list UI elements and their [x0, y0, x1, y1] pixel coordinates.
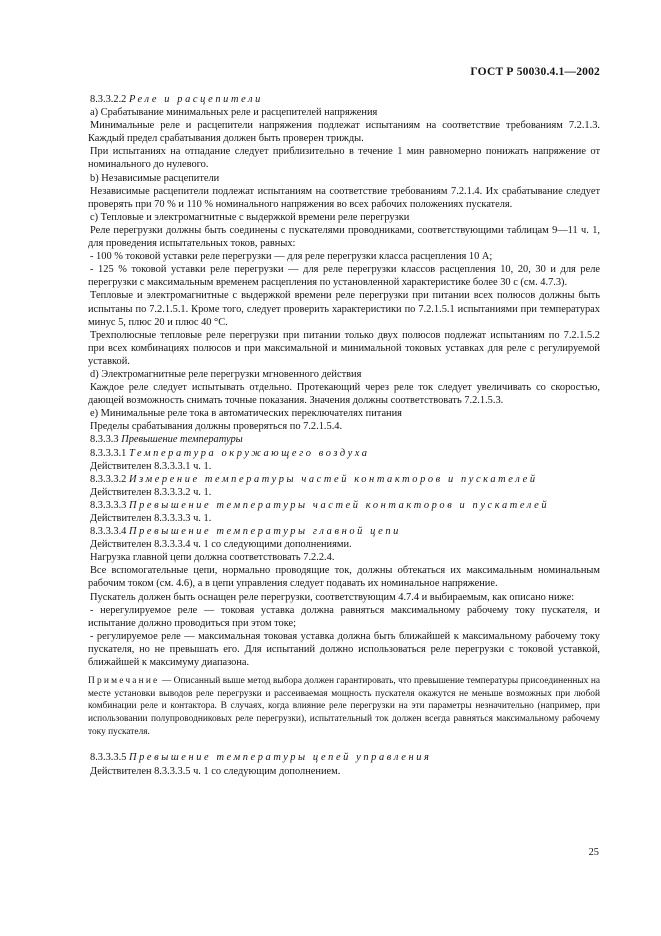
clause-heading-8-3-3-3-3	[88, 499, 600, 512]
non-adjustable-relay-item: - нерегулируемое реле — токовая уставка должна равняться максимальному рабочему току пускателя, и испытание должно проводиться при этом токе;	[88, 604, 600, 629]
clause-number: 8.3.3.3.4	[90, 526, 127, 538]
load-paragraph: Нагрузка главной цепи должна соответствовать 7.2.2.4.	[90, 552, 335, 564]
item-c-paragraph-3: Трехполюсные тепловые реле перегрузки при питании только двух полюсов подлежат испытаниям по 7.2.1.5.2 при всех комбинациях полюсов и при максимальной и минимальной токовых уставках для реле с регулируемой уставкой.	[88, 329, 600, 367]
clause-number: 8.3.3.3.3	[90, 499, 127, 511]
clause-heading-8-3-3-3-2	[88, 473, 600, 486]
note-text: — Описанный выше метод выбора должен гарантировать, что превышение температуры присоединенных на месте установки выводов реле перегрузки и рассеиваемая мощность пускателя окажутся не меньше возможных при любой комбинации реле и контактора. В случаях, когда влияние реле перегрузки на эти параметры незначительно (например, при использовании полупроводниковых реле перегрузки), испытательный ток должен всегда равняться максимальному рабочему току пускателя.	[88, 676, 600, 737]
clause-title: Измерение температуры частей контакторов и пускателей	[128, 473, 538, 485]
clause-heading-8-3-3-3-4	[88, 525, 600, 538]
document-code-header: ГОСТ Р 50030.4.1—2002	[470, 66, 600, 78]
clause-heading-8-3-3-3	[88, 433, 600, 446]
item-a-paragraph-1: Минимальные реле и расцепители напряжения подлежат испытаниям на соответствие требованиям 7.2.1.3. Каждый предел срабатывания должен быть проверен трижды.	[88, 120, 600, 145]
validity-statement: Действителен 8.3.3.3.4 ч. 1 со следующими дополнениями.	[90, 539, 352, 551]
item-a-paragraph-2: При испытаниях на отпадание следует приблизительно в течение 1 мин равномерно понижать напряжение от номинального до нулевого.	[88, 146, 600, 171]
page-number: 25	[588, 847, 599, 858]
clause-number: 8.3.3.3.5	[90, 752, 127, 764]
clause-heading-8-3-3-3-1	[88, 447, 600, 460]
item-c-paragraph-2: Тепловые и электромагнитные с выдержкой времени реле перегрузки при питании всех полюсов должны быть испытаны по 7.2.1.5.1. Кроме того, следует проверить характеристики по 7.2.1.5.1 испытаниями при температурах минус 5, плюс 20 и плюс 40 °C.	[88, 290, 600, 328]
item-d-title: d) Электромагнитные реле перегрузки мгновенного действия	[90, 368, 362, 380]
item-a-title: a) Срабатывание минимальных реле и расцепителей напряжения	[90, 107, 378, 119]
item-c-list-item-2: - 125 % токовой уставки реле перегрузки — для реле перегрузки классов расцепления 10, 20, 30 и для реле перегрузки с максимальным временем расцепления по установленной характеристике более 30 с (см. 4.7.3).	[88, 264, 600, 289]
item-c-list-item-1: - 100 % токовой уставки реле перегрузки — для реле перегрузки класса расцепления 10 А;	[90, 251, 493, 263]
item-b-title: b) Независимые расцепители	[90, 172, 220, 184]
clause-title: Температура окружающего воздуха	[128, 447, 370, 459]
note-label: Примечание	[88, 676, 160, 687]
clause-heading-8-3-3-3-5	[88, 751, 600, 764]
validity-statement: Действителен 8.3.3.3.1 ч. 1.	[90, 460, 212, 472]
clause-number: 8.3.3.2.2	[90, 94, 127, 105]
clause-title: Превышение температуры цепей управления	[128, 752, 432, 764]
clause-number: 8.3.3.3	[90, 434, 119, 446]
clause-number: 8.3.3.3.2	[90, 473, 127, 485]
page-body	[88, 93, 600, 778]
clause-title: Реле и расцепители	[128, 94, 263, 105]
clause-title: Превышение температуры главной цепи	[128, 526, 401, 538]
clause-heading-8-3-3-2-2	[88, 93, 600, 106]
clause-title: Превышение температуры частей контакторов и пускателей	[128, 499, 550, 511]
item-e-title: e) Минимальные реле тока в автоматических переключателях питания	[90, 408, 402, 420]
item-b-paragraph-1: Независимые расцепители подлежат испытаниям на соответствие требованиям 7.2.1.4. Их срабатывание следует проверять при 70 % и 110 % номинального напряжения во всех рабочих положениях пускателя.	[88, 185, 600, 210]
note-paragraph	[88, 675, 600, 738]
item-c-title: c) Тепловые и электромагнитные с выдержкой времени реле перегрузки	[90, 211, 410, 223]
clause-number: 8.3.3.3.1	[90, 447, 127, 459]
item-c-paragraph-1: Реле перегрузки должны быть соединены с пускателями проводниками, соответствующими таблицам 9—11 ч. 1, для проведения испытательных токов, равных:	[88, 224, 600, 250]
validity-statement: Действителен 8.3.3.3.2 ч. 1.	[90, 486, 212, 498]
clause-title: Превышение температуры	[121, 434, 243, 446]
adjustable-relay-item: - регулируемое реле — максимальная токовая уставка должна быть ближайшей к максимальному рабочему току пускателя, но не превышать его. Для испытаний должно использоваться реле перегрузки с токовой уставкой, ближайшей к максимуму диапазона.	[88, 630, 600, 669]
item-e-paragraph-1: Пределы срабатывания должны проверяться по 7.2.1.5.4.	[90, 421, 343, 433]
auxiliary-circuits-paragraph: Все вспомогательные цепи, нормально проводящие ток, должны обтекаться их максимальным номинальным рабочим током (см. 4.6), а в цепи управления следует подавать их номинальное напряжение.	[88, 565, 600, 590]
starter-paragraph: Пускатель должен быть оснащен реле перегрузки, соответствующим 4.7.4 и выбираемым, как описано ниже:	[90, 591, 575, 603]
item-d-paragraph-1: Каждое реле следует испытывать отдельно. Протекающий через реле ток следует увеличивать со скоростью, дающей возможность снимать точные показания. Значения должны соответствовать 7.2.1.5.3.	[88, 382, 600, 407]
validity-statement: Действителен 8.3.3.3.3 ч. 1.	[90, 513, 212, 524]
validity-statement: Действителен 8.3.3.3.5 ч. 1 со следующим дополнением.	[90, 765, 341, 777]
